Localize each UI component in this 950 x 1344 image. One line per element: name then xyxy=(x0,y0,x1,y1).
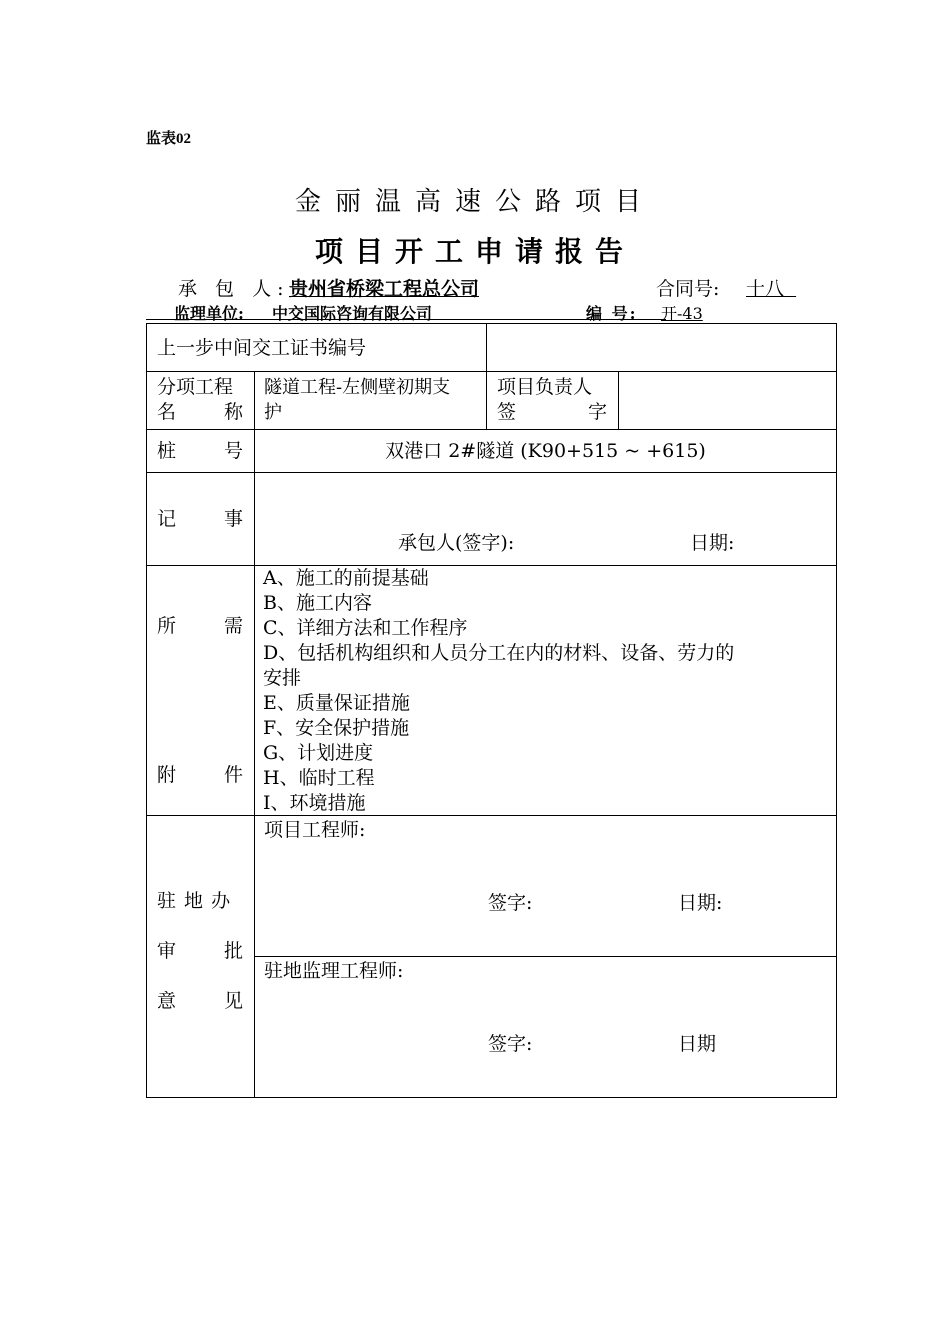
station-label-char: 桩 xyxy=(157,440,177,462)
document-number-label: 编 号: xyxy=(586,304,638,323)
review-label-line3 xyxy=(157,989,243,1014)
contractor-label: 承 包 人: xyxy=(178,278,290,300)
contractor-signature-label: 承包人(签字): xyxy=(398,532,515,554)
col-divider xyxy=(618,371,619,430)
attachment-item: I、环境措施 xyxy=(263,792,366,814)
subitem-label-line1: 分项工程 xyxy=(157,376,234,398)
attachments-label-line2 xyxy=(157,763,243,788)
attachment-item: H、临时工程 xyxy=(263,767,375,789)
prev-cert-label: 上一步中间交工证书编号 xyxy=(157,337,367,359)
attachment-item: C、详细方法和工作程序 xyxy=(263,617,468,639)
attachments-list xyxy=(263,566,734,816)
attachment-item: A、施工的前提基础 xyxy=(263,567,429,589)
notes-label-char: 记 xyxy=(157,508,177,530)
review-label-char: 见 xyxy=(223,990,243,1012)
contract-number-value: 十八 xyxy=(746,278,785,300)
project-engineer-label: 项目工程师: xyxy=(264,819,366,841)
subitem-value-line2: 护 xyxy=(264,402,282,423)
subitem-value-line1: 隧道工程-左侧壁初期支 xyxy=(264,377,451,398)
attachment-item: G、计划进度 xyxy=(263,742,374,764)
manager-label-line1: 项目负责人 xyxy=(497,376,593,398)
resident-engineer-date-label: 日期 xyxy=(678,1033,717,1055)
attachment-item: E、质量保证措施 xyxy=(263,692,410,714)
form-title: 项目开工申请报告 xyxy=(314,235,635,268)
manager-label-char: 字 xyxy=(587,401,607,423)
col-divider xyxy=(254,371,255,1098)
project-engineer-date-label: 日期: xyxy=(678,892,723,914)
form-code: 监表02 xyxy=(146,131,192,147)
station-label-char: 号 xyxy=(223,440,243,462)
notes-date-label: 日期: xyxy=(690,532,735,554)
attachment-item: B、施工内容 xyxy=(263,592,372,614)
review-label-char: 审 xyxy=(157,940,177,962)
notes-label xyxy=(157,507,243,532)
subitem-label-char: 名 xyxy=(157,401,177,423)
review-label-line1: 驻 地 办 xyxy=(157,890,232,912)
document-number-value: 开-43 xyxy=(661,304,703,323)
manager-label-char: 签 xyxy=(497,401,517,423)
attachments-label-line1 xyxy=(157,614,243,639)
table-border-bottom xyxy=(146,1097,837,1098)
review-label-line2 xyxy=(157,939,243,964)
resident-engineer-label: 驻地监理工程师: xyxy=(264,960,404,982)
review-label-char: 批 xyxy=(223,940,243,962)
project-title: 金丽温高速公路项目 xyxy=(294,187,655,217)
station-value: 双港口 2#隧道 (K90+515 ~ +615) xyxy=(385,440,706,462)
table-border-right xyxy=(836,323,837,1098)
table-border-left xyxy=(146,323,147,1098)
station-label xyxy=(157,439,243,464)
attachment-item: D、包括机构组织和人员分工在内的材料、设备、劳力的 xyxy=(263,642,735,664)
attachments-label-char: 需 xyxy=(223,615,243,637)
attachment-item: 安排 xyxy=(263,667,302,689)
subitem-label-char: 称 xyxy=(223,401,243,423)
supervisor-label: 监理单位: xyxy=(174,304,244,323)
resident-engineer-signature-label: 签字: xyxy=(488,1033,533,1055)
attachments-label-char: 附 xyxy=(157,764,177,786)
contractor-value: 贵州省桥梁工程总公司 xyxy=(289,278,480,300)
row-divider xyxy=(146,429,837,430)
table-border-top xyxy=(146,323,837,324)
project-engineer-signature-label: 签字: xyxy=(488,892,533,914)
attachment-item: F、安全保护措施 xyxy=(263,717,410,739)
col-divider xyxy=(486,323,487,430)
notes-label-char: 事 xyxy=(223,508,243,530)
row-divider xyxy=(146,472,837,473)
review-label-char: 意 xyxy=(157,990,177,1012)
manager-label-line2 xyxy=(497,400,607,425)
row-divider xyxy=(146,371,837,372)
supervisor-value: 中交国际咨询有限公司 xyxy=(272,304,433,323)
attachments-label-char: 件 xyxy=(223,764,243,786)
row-divider xyxy=(254,956,837,957)
attachments-label-char: 所 xyxy=(157,615,177,637)
contract-number-label: 合同号: xyxy=(656,278,720,300)
subitem-label-line2 xyxy=(157,400,243,425)
